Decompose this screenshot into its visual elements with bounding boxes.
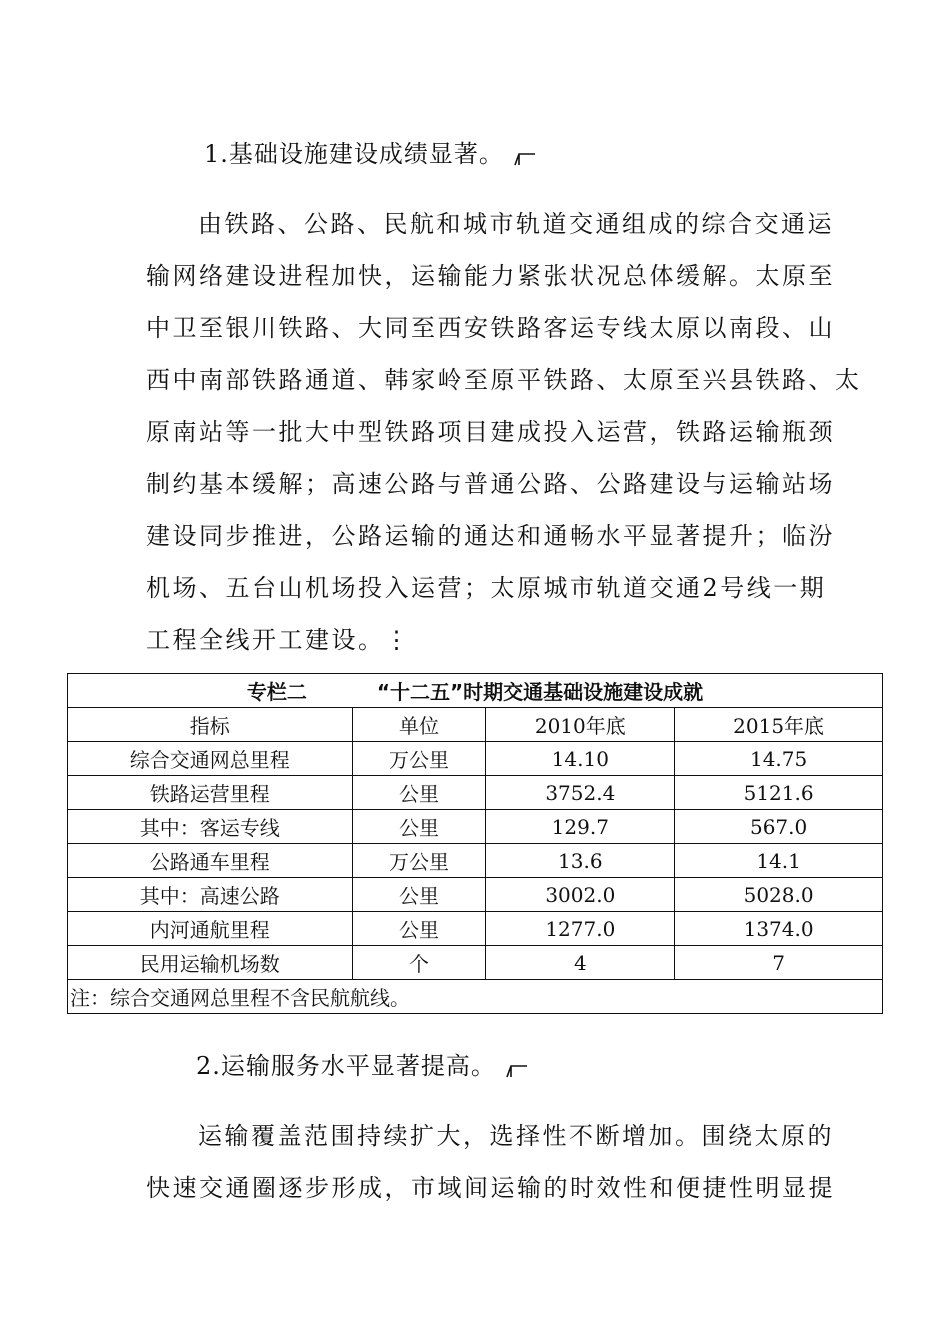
table-cell: 万公里: [352, 742, 486, 776]
table-cell: 公里: [352, 776, 486, 810]
table-cell: 3002.0: [486, 878, 675, 912]
table-cell: 公里: [352, 878, 486, 912]
table-row: [68, 742, 883, 776]
table-header-cell: 2010年底: [486, 708, 675, 742]
table-cell: 14.1: [675, 844, 883, 878]
table-cell: 个: [352, 946, 486, 980]
paragraph-line: 工程全线开工建设。⋮: [146, 626, 411, 654]
table-row: [68, 912, 883, 946]
table-cell: 万公里: [352, 844, 486, 878]
table-header-row: [68, 708, 883, 742]
table-cell: 内河通航里程: [68, 912, 353, 946]
paragraph-line: 机场、五台山机场投入运营；太原城市轨道交通2号线一期: [146, 574, 827, 602]
paragraph-line: 输网络建设进程加快，运输能力紧张状况总体缓解。太原至: [146, 262, 835, 290]
table-cell: 5121.6: [675, 776, 883, 810]
table-cell: 14.75: [675, 742, 883, 776]
table-cell: 14.10: [486, 742, 675, 776]
table-row: [68, 776, 883, 810]
table-title-left: 专栏二: [246, 680, 307, 704]
section2-heading: [196, 1046, 528, 1081]
table-cell: 1374.0: [675, 912, 883, 946]
table-cell: 铁路运营里程: [68, 776, 353, 810]
table-header-cell: 指标: [68, 708, 353, 742]
table-title-row: [68, 674, 883, 708]
table-row: [68, 878, 883, 912]
table-header-cell: 单位: [352, 708, 486, 742]
table-cell: 129.7: [486, 810, 675, 844]
paragraph-line: 快速交通圈逐步形成，市域间运输的时效性和便捷性明显提: [146, 1174, 835, 1202]
table-cell: 其中：高速公路: [68, 878, 353, 912]
table-cell: 1277.0: [486, 912, 675, 946]
table-cell: 567.0: [675, 810, 883, 844]
table-cell: 3752.4: [486, 776, 675, 810]
paragraph-line: 运输覆盖范围持续扩大，选择性不断增加。围绕太原的: [198, 1122, 834, 1150]
table-cell: 公路通车里程: [68, 844, 353, 878]
table-cell: 综合交通网总里程: [68, 742, 353, 776]
table-row: [68, 844, 883, 878]
paragraph-line: 制约基本缓解；高速公路与普通公路、公路建设与运输站场: [146, 470, 835, 498]
table-cell: 公里: [352, 810, 486, 844]
table-cell: 公里: [352, 912, 486, 946]
table-cell: 5028.0: [675, 878, 883, 912]
table-title: [68, 674, 883, 708]
table-row: [68, 810, 883, 844]
table-header-cell: 2015年底: [675, 708, 883, 742]
section2-paragraph: [146, 1110, 835, 1214]
table-cell: 13.6: [486, 844, 675, 878]
paragraph-mark-icon: [514, 152, 536, 166]
paragraph-line: 西中南部铁路通道、韩家岭至原平铁路、太原至兴县铁路、太: [146, 366, 862, 394]
paragraph-line: 原南站等一批大中型铁路项目建成投入运营，铁路运输瓶颈: [146, 418, 835, 446]
paragraph-line: 建设同步推进，公路运输的通达和通畅水平显著提升；临汾: [146, 522, 835, 550]
paragraph-mark-icon: [506, 1064, 528, 1078]
table-cell: 4: [486, 946, 675, 980]
section2-heading-text: 2.运输服务水平显著提高。: [196, 1052, 496, 1080]
table-cell: 7: [675, 946, 883, 980]
table-note: 注：综合交通网总里程不含民航航线。: [68, 980, 883, 1014]
paragraph-line: 由铁路、公路、民航和城市轨道交通组成的综合交通运: [198, 210, 834, 238]
section1-heading: [204, 134, 536, 169]
section1-paragraph: [146, 198, 862, 666]
table-cell: 民用运输机场数: [68, 946, 353, 980]
section1-heading-text: 1.基础设施建设成绩显著。: [204, 140, 504, 168]
table-row: [68, 946, 883, 980]
infrastructure-table: [67, 673, 883, 1014]
table-note-row: [68, 980, 883, 1014]
table-cell: 其中：客运专线: [68, 810, 353, 844]
paragraph-line: 中卫至银川铁路、大同至西安铁路客运专线太原以南段、山: [146, 314, 835, 342]
table-title-right: “十二五”时期交通基础设施建设成就: [376, 680, 704, 704]
